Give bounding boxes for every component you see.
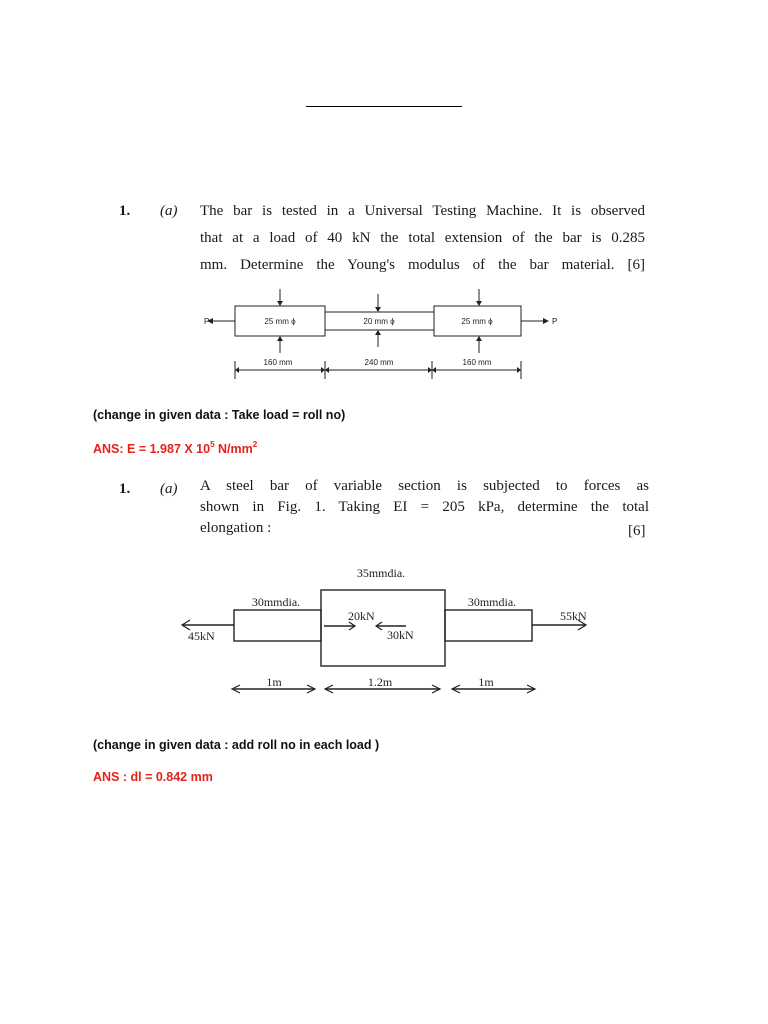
answer-1-unit-exponent: 2 — [252, 440, 258, 449]
load-arrow-right-icon — [543, 318, 549, 324]
fig1-section-middle: 20 mm ϕ — [363, 317, 395, 326]
fig2-dia-left: 30mmdia. — [251, 595, 301, 609]
fig2-dia-right: 30mmdia. — [467, 595, 517, 609]
question-2-line-3: elongation : — [200, 520, 272, 536]
question-1-line-3: mm. Determine the Young's modulus of the bar material. [6] — [200, 257, 645, 273]
fig2-load-left: 45kN — [188, 629, 215, 643]
answer-1-unit: N/mm — [214, 442, 253, 456]
question-1-line-2: that at a load of 40 kN the total extension of the bar is 0.285 — [200, 230, 645, 246]
bar-section-center — [321, 590, 445, 666]
question-1-part: (a) — [160, 203, 178, 219]
question-1-answer — [93, 440, 257, 456]
fig1-length-left: 160 mm — [263, 358, 293, 367]
fig1-length-middle: 240 mm — [364, 358, 394, 367]
question-1-line-1: The bar is tested in a Universal Testing Machine. It is observed — [200, 203, 645, 219]
question-2-number: 1. — [119, 481, 131, 497]
bar-section-left — [234, 610, 321, 641]
question-2-note: (change in given data : add roll no in each load ) — [93, 738, 380, 752]
fig1-load-right: P — [552, 317, 558, 326]
question-1-note: (change in given data : Take load = roll no) — [93, 408, 346, 422]
question-2-marks: [6] — [628, 523, 646, 539]
fig2-load-right: 55kN — [560, 609, 587, 623]
fig1-section-left: 25 mm ϕ — [264, 317, 296, 326]
question-2-line-2: shown in Fig. 1. Taking EI = 205 kPa, determine the total — [200, 499, 649, 515]
fig2-length-left: 1m — [266, 675, 282, 689]
answer-1-prefix: ANS: E = 1.987 X 10 — [93, 442, 211, 456]
header-rule — [306, 106, 462, 107]
fig1-load-left: P — [204, 317, 210, 326]
question-1-number: 1. — [119, 203, 131, 219]
bar-section-right — [445, 610, 532, 641]
question-2-answer: ANS : dl = 0.842 mm — [93, 770, 213, 784]
question-2-part: (a) — [160, 481, 178, 497]
fig2-load-center-right: 20kN — [348, 609, 375, 623]
fig2-dia-center: 35mmdia. — [356, 566, 406, 580]
fig2-length-right: 1m — [478, 675, 494, 689]
question-1-text — [200, 198, 645, 279]
answer-1-exponent: 5 — [210, 440, 215, 449]
fig2-load-center-left: 30kN — [387, 628, 414, 642]
fig1-length-right: 160 mm — [462, 358, 492, 367]
question-2-text — [200, 476, 649, 539]
figure-1-stepped-bar — [195, 285, 565, 385]
fig1-section-right: 25 mm ϕ — [461, 317, 493, 326]
figure-2-variable-section-bar — [170, 560, 600, 700]
fig2-length-middle: 1.2m — [367, 675, 393, 689]
question-2-line-1: A steel bar of variable section is subjected to forces as — [200, 478, 649, 494]
